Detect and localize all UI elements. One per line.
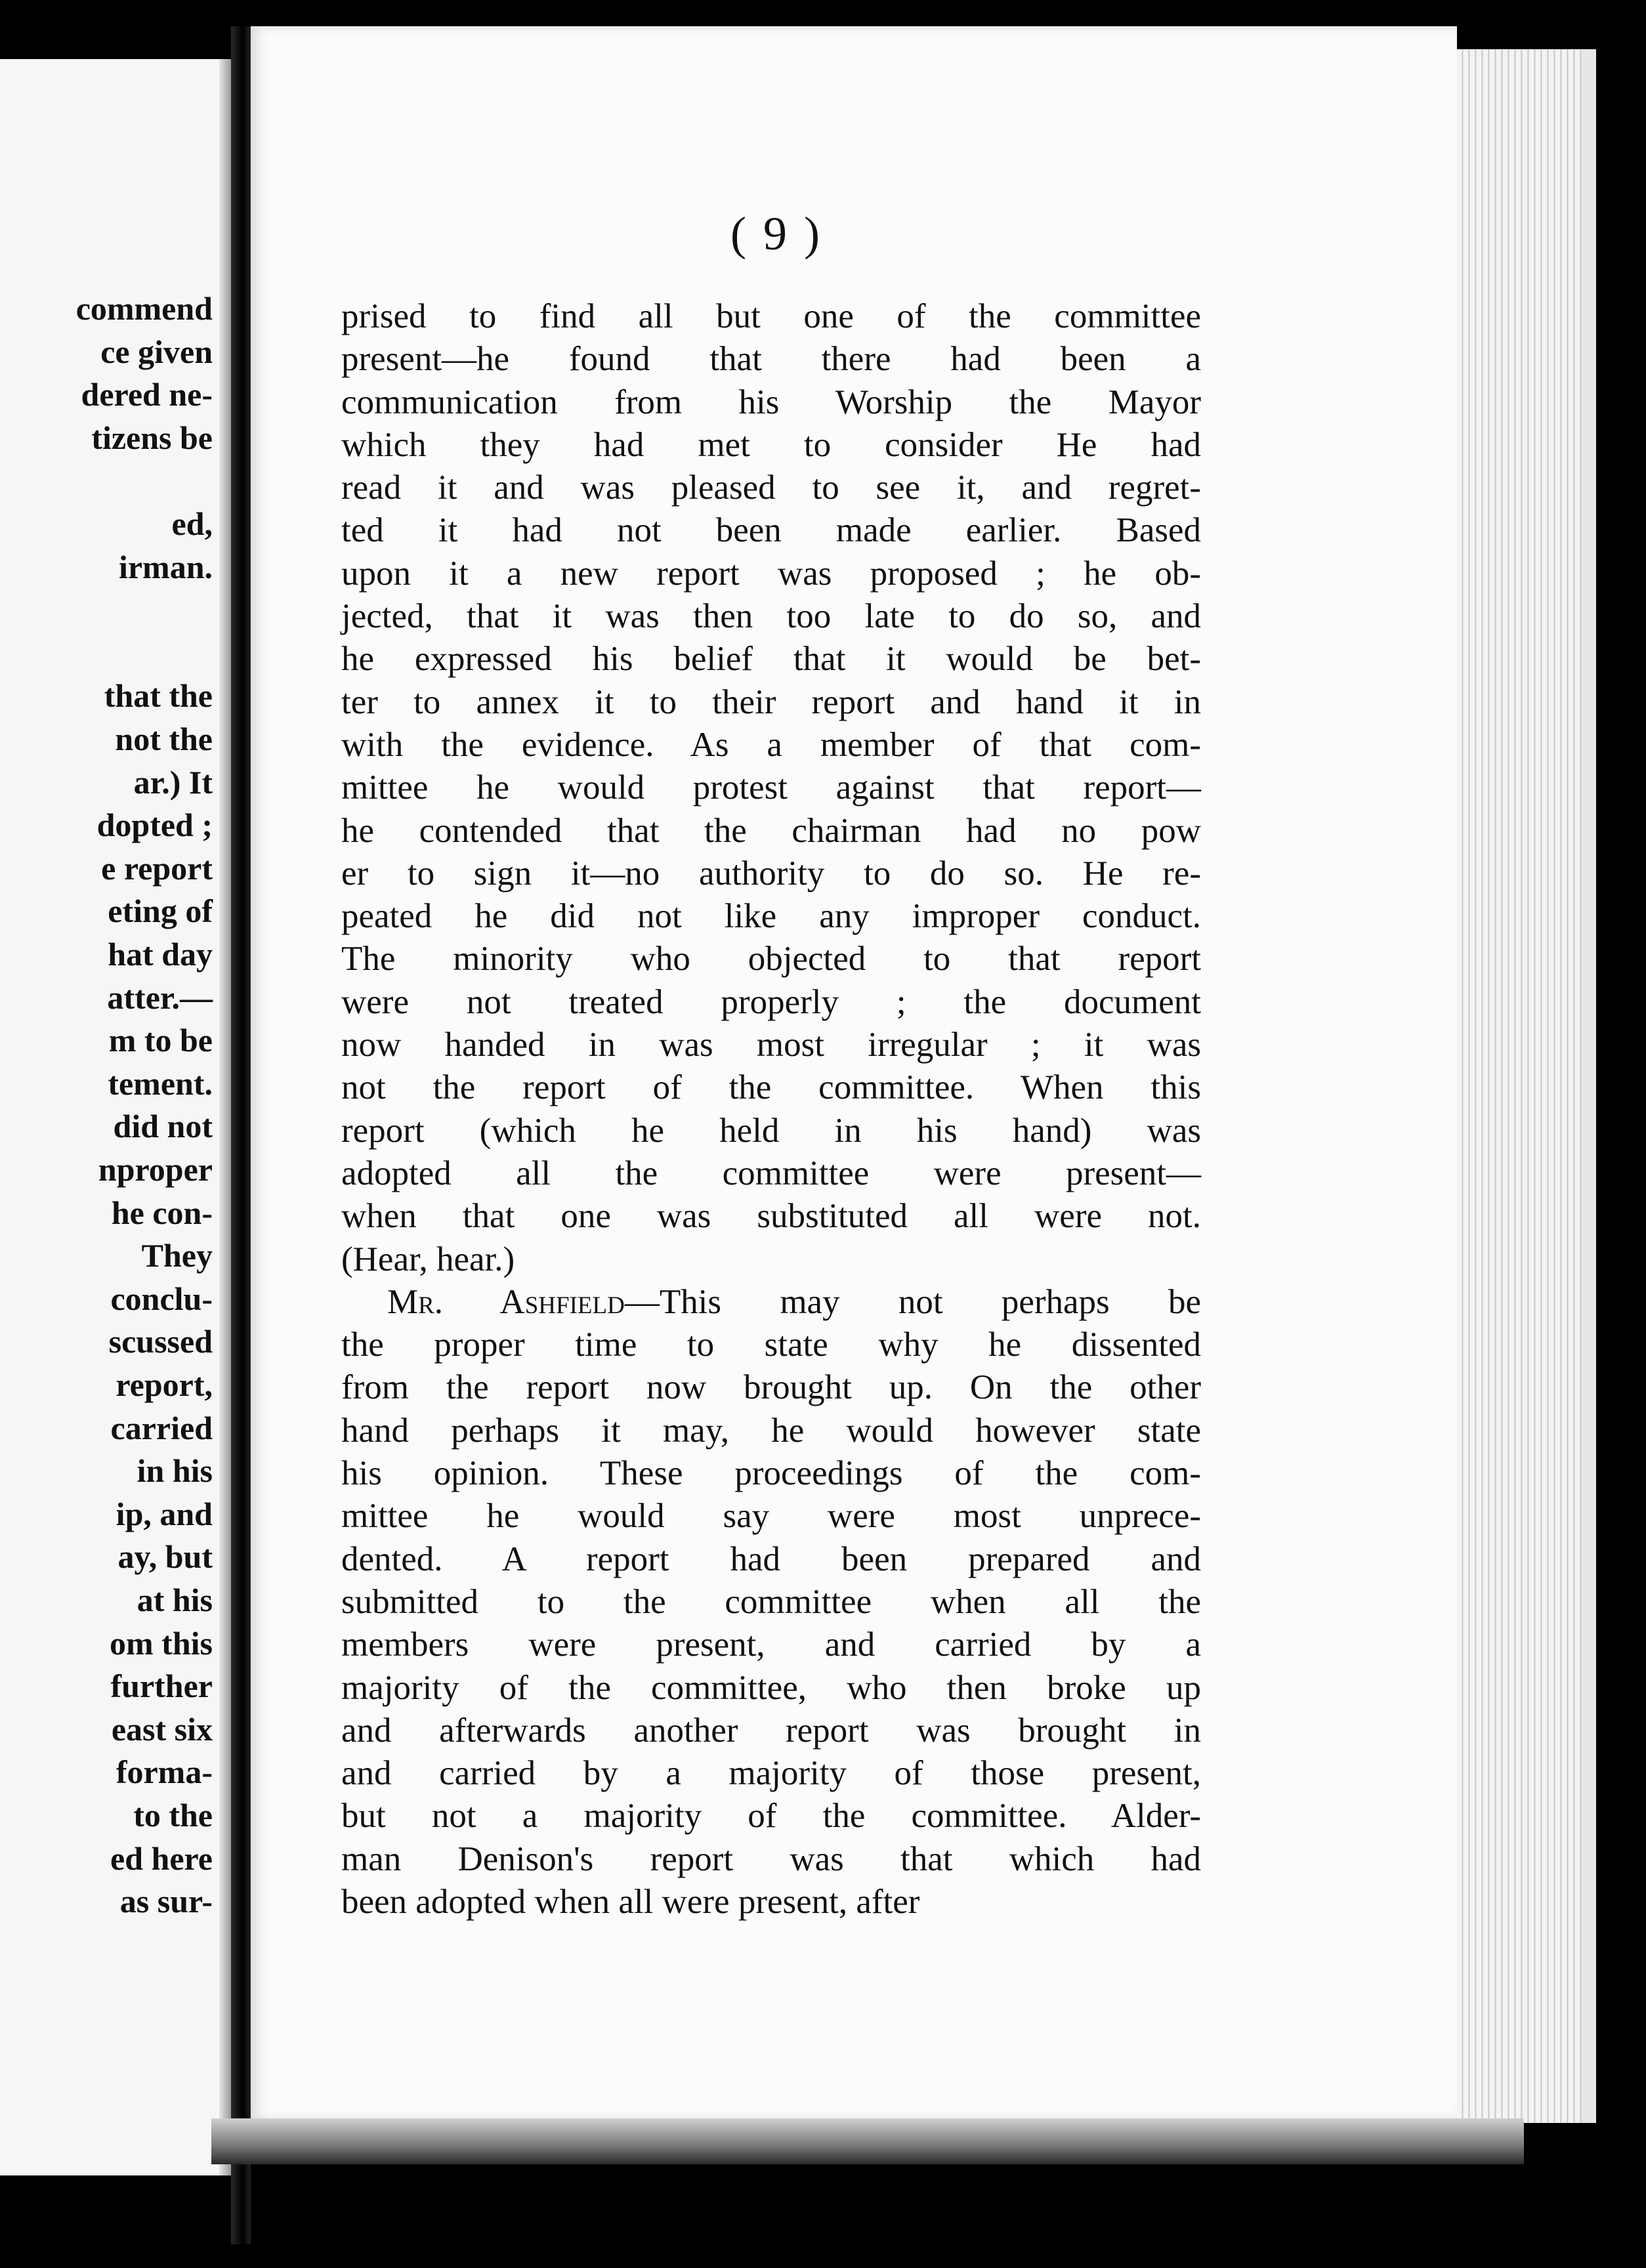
previous-page-line: report, bbox=[116, 1366, 213, 1403]
previous-page-line: m to be bbox=[108, 1022, 213, 1059]
previous-page-line: atter.— bbox=[107, 978, 213, 1016]
previous-page-line: dered ne- bbox=[81, 376, 213, 413]
text-line: he expressed his belief that it would be bet- bbox=[341, 640, 1201, 679]
text-line: dented. A report had been prepared and bbox=[341, 1540, 1201, 1578]
text-line: The minority who objected to that report bbox=[341, 940, 1201, 978]
text-line: hand perhaps it may, he would however state bbox=[341, 1411, 1201, 1450]
text-line: report (which he held in his hand) was bbox=[341, 1111, 1201, 1150]
previous-page-line: eting of bbox=[108, 892, 213, 930]
book-fore-edge bbox=[1457, 49, 1582, 2123]
page-body-text bbox=[341, 295, 1201, 1923]
previous-page-line: ay, but bbox=[117, 1538, 213, 1576]
previous-page-line: om this bbox=[110, 1624, 213, 1662]
text-line bbox=[341, 1281, 1201, 1324]
previous-page-line: ed here bbox=[110, 1839, 213, 1877]
text-line: present—he found that there had been a bbox=[341, 340, 1201, 379]
previous-page-line: They bbox=[141, 1237, 213, 1274]
text-line: read it and was pleased to see it, and regret- bbox=[341, 469, 1201, 507]
text-line: submitted to the committee when all the bbox=[341, 1582, 1201, 1621]
text-line: man Denison's report was that which had bbox=[341, 1839, 1201, 1878]
text-line: but not a majority of the committee. Alder- bbox=[341, 1797, 1201, 1836]
page-bottom-edge bbox=[211, 2118, 1524, 2164]
previous-page-line: did not bbox=[113, 1108, 213, 1145]
previous-page-line: ce given bbox=[100, 333, 213, 370]
previous-page-line: tizens be bbox=[91, 419, 213, 456]
text-line: not the report of the committee. When this bbox=[341, 1068, 1201, 1107]
previous-page-line: that the bbox=[104, 677, 213, 715]
text-line: his opinion. These proceedings of the com- bbox=[341, 1454, 1201, 1493]
previous-page-line: ar.) It bbox=[133, 763, 213, 801]
text-line: members were present, and carried by a bbox=[341, 1626, 1201, 1664]
previous-page-line: irman. bbox=[118, 548, 213, 585]
previous-page-line: e report bbox=[101, 849, 213, 887]
text-line: er to sign it—no authority to do so. He re- bbox=[341, 854, 1201, 892]
previous-page-line: nproper bbox=[98, 1151, 213, 1188]
text-line: and afterwards another report was brought in bbox=[341, 1711, 1201, 1750]
text-line: jected, that it was then too late to do so, and bbox=[341, 597, 1201, 636]
previous-page-line: commend bbox=[75, 290, 213, 327]
book-spine bbox=[231, 26, 251, 2244]
text-line: now handed in was most irregular ; it was bbox=[341, 1026, 1201, 1064]
text-line: mittee he would protest against that report— bbox=[341, 768, 1201, 807]
text-line: prised to find all but one of the committee bbox=[341, 297, 1201, 335]
text-line: communication from his Worship the Mayor bbox=[341, 383, 1201, 421]
previous-page-line: tement. bbox=[108, 1064, 213, 1102]
text-line: he contended that the chairman had no pow bbox=[341, 811, 1201, 850]
text-line: with the evidence. As a member of that com- bbox=[341, 725, 1201, 764]
previous-page-line: in his bbox=[137, 1452, 213, 1490]
previous-page-line: he con- bbox=[111, 1194, 213, 1231]
text-line: been adopted when all were present, after bbox=[341, 1882, 920, 1921]
text-line: upon it a new report was proposed ; he ob- bbox=[341, 554, 1201, 593]
text-line: and carried by a majority of those present, bbox=[341, 1754, 1201, 1793]
previous-page-line: ed, bbox=[171, 505, 213, 542]
previous-page-line: carried bbox=[110, 1409, 213, 1446]
text-line: were not treated properly ; the document bbox=[341, 982, 1201, 1021]
text-line: (Hear, hear.) bbox=[341, 1240, 515, 1278]
previous-page-line: as sur- bbox=[119, 1883, 213, 1920]
text-line: mittee he would say were most unprece- bbox=[341, 1497, 1201, 1536]
text-line: adopted all the committee were present— bbox=[341, 1154, 1201, 1192]
text-line: which they had met to consider He had bbox=[341, 425, 1201, 464]
previous-page-line: hat day bbox=[108, 936, 213, 973]
text-line: peated he did not like any improper conduct. bbox=[341, 897, 1201, 936]
previous-page-fragment bbox=[0, 59, 231, 2175]
previous-page-line: dopted ; bbox=[96, 807, 213, 844]
previous-page-text bbox=[0, 59, 217, 2175]
previous-page-line: further bbox=[110, 1668, 213, 1705]
previous-page-line: forma- bbox=[116, 1754, 213, 1791]
previous-page-line: east six bbox=[111, 1710, 213, 1748]
book-fore-edge-shadow bbox=[1582, 49, 1596, 2123]
speaker-name: Mr. Ashfield bbox=[387, 1282, 625, 1321]
text-line: ter to annex it to their report and hand it in bbox=[341, 682, 1201, 721]
previous-page-line: scussed bbox=[108, 1323, 213, 1360]
previous-page-line: not the bbox=[115, 721, 213, 757]
previous-page-line: to the bbox=[133, 1797, 213, 1834]
text-line: from the report now brought up. On the other bbox=[341, 1368, 1201, 1407]
previous-page-line: ip, and bbox=[116, 1495, 213, 1532]
left-gutter-shadow bbox=[219, 59, 231, 2175]
page-number: ( 9 ) bbox=[730, 207, 822, 260]
text-line: ted it had not been made earlier. Based bbox=[341, 511, 1201, 550]
previous-page-line: conclu- bbox=[110, 1280, 213, 1317]
previous-page-line: at his bbox=[137, 1582, 213, 1618]
text-line: majority of the committee, who then broke up bbox=[341, 1668, 1201, 1707]
line-text: —This may not perhaps be bbox=[624, 1282, 1201, 1321]
text-line: when that one was substituted all were not. bbox=[341, 1197, 1201, 1236]
text-line: the proper time to state why he dissented bbox=[341, 1326, 1201, 1364]
